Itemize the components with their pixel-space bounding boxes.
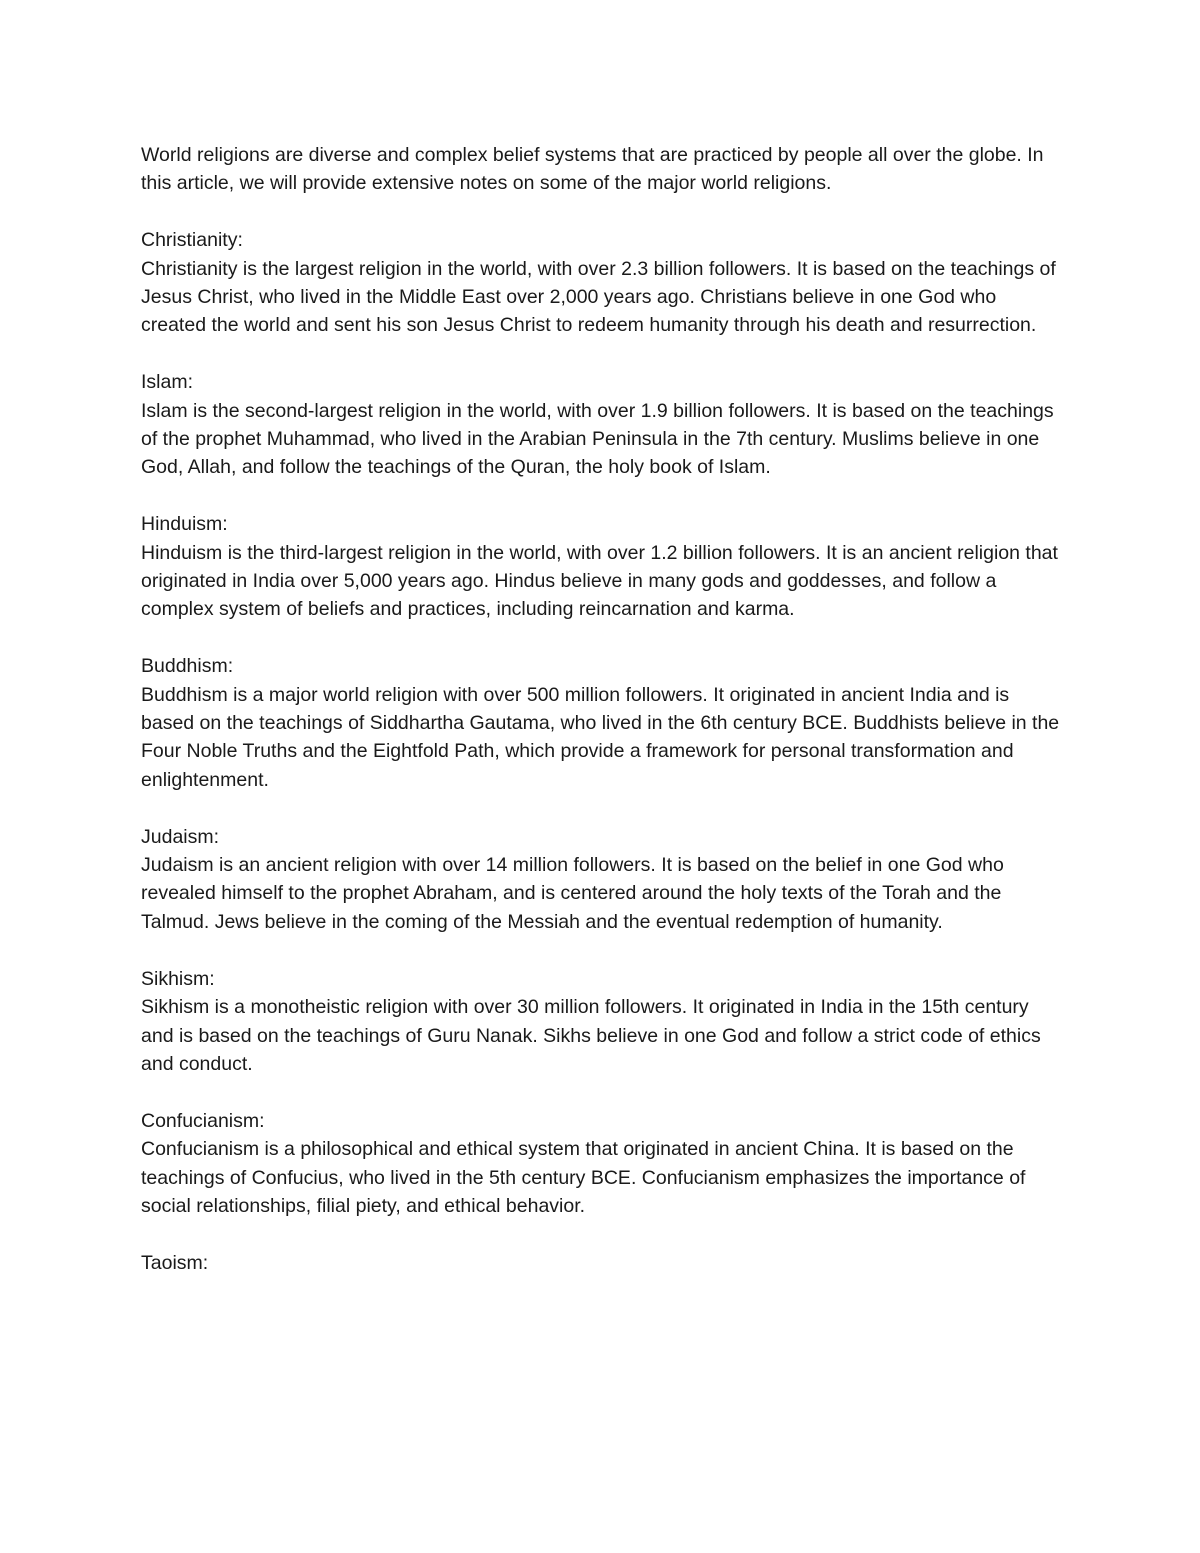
section-heading: Hinduism: bbox=[141, 513, 228, 536]
section-confucianism bbox=[141, 1107, 1061, 1221]
section-heading: Islam: bbox=[141, 371, 194, 394]
section-heading: Christianity: bbox=[141, 229, 243, 252]
section-body: Buddhism is a major world religion with over 500 million followers. It originated in ancient India and is based on the teachings of Siddhartha Gautama, who lived in the 6th century BCE. Buddhists believe in the Four Noble Truths and the Eightfold Path, which provide a framework for personal transformation and enlightenment. bbox=[141, 683, 1060, 791]
section-body: Christianity is the largest religion in the world, with over 2.3 billion followers. It is based on the teachings of Jesus Christ, who lived in the Middle East over 2,000 years ago. Christians believe in one God who created the world and sent his son Jesus Christ to redeem humanity through his death and resurrection. bbox=[141, 257, 1056, 337]
section-body: Hinduism is the third-largest religion in the world, with over 1.2 billion followers. It is an ancient religion that originated in India over 5,000 years ago. Hindus believe in many gods and goddesses, and follow a complex system of beliefs and practices, including reincarnation and karma. bbox=[141, 541, 1058, 621]
section-christianity bbox=[141, 226, 1061, 340]
section-heading: Judaism: bbox=[141, 825, 220, 848]
document-body bbox=[141, 141, 1061, 1306]
section-islam bbox=[141, 368, 1061, 482]
section-heading: Buddhism: bbox=[141, 655, 234, 678]
section-judaism bbox=[141, 823, 1061, 937]
section-sikhism bbox=[141, 965, 1061, 1079]
section-body: Islam is the second-largest religion in the world, with over 1.9 billion followers. It is based on the teachings of the prophet Muhammad, who lived in the Arabian Peninsula in the 7th century. Muslims believe in one God, Allah, and follow the teachings of the Quran, the holy book of Islam. bbox=[141, 399, 1054, 479]
section-heading: Taoism: bbox=[141, 1251, 209, 1274]
section-body: Sikhism is a monotheistic religion with over 30 million followers. It originated in India in the 15th century and is based on the teachings of Guru Nanak. Sikhs believe in one God and follow a strict code of ethics and conduct. bbox=[141, 996, 1041, 1075]
section-body: Confucianism is a philosophical and ethical system that originated in ancient China. It is based on the teachings of Confucius, who lived in the 5th century BCE. Confucianism emphasizes the importance of social relationships, filial piety, and ethical behavior. bbox=[141, 1138, 1026, 1217]
section-heading: Sikhism: bbox=[141, 967, 215, 990]
intro-paragraph: World religions are diverse and complex belief systems that are practiced by people all over the globe. In this article, we will provide extensive notes on some of the major world religions. bbox=[141, 144, 1044, 195]
section-buddhism bbox=[141, 652, 1061, 794]
section-heading: Confucianism: bbox=[141, 1109, 265, 1132]
section-taoism bbox=[141, 1249, 1061, 1277]
section-hinduism bbox=[141, 510, 1061, 624]
section-body: Judaism is an ancient religion with over 14 million followers. It is based on the belief in one God who revealed himself to the prophet Abraham, and is centered around the holy texts of the Torah and the Talmud. Jews believe in the coming of the Messiah and the eventual redemption of humanity. bbox=[141, 854, 1004, 933]
